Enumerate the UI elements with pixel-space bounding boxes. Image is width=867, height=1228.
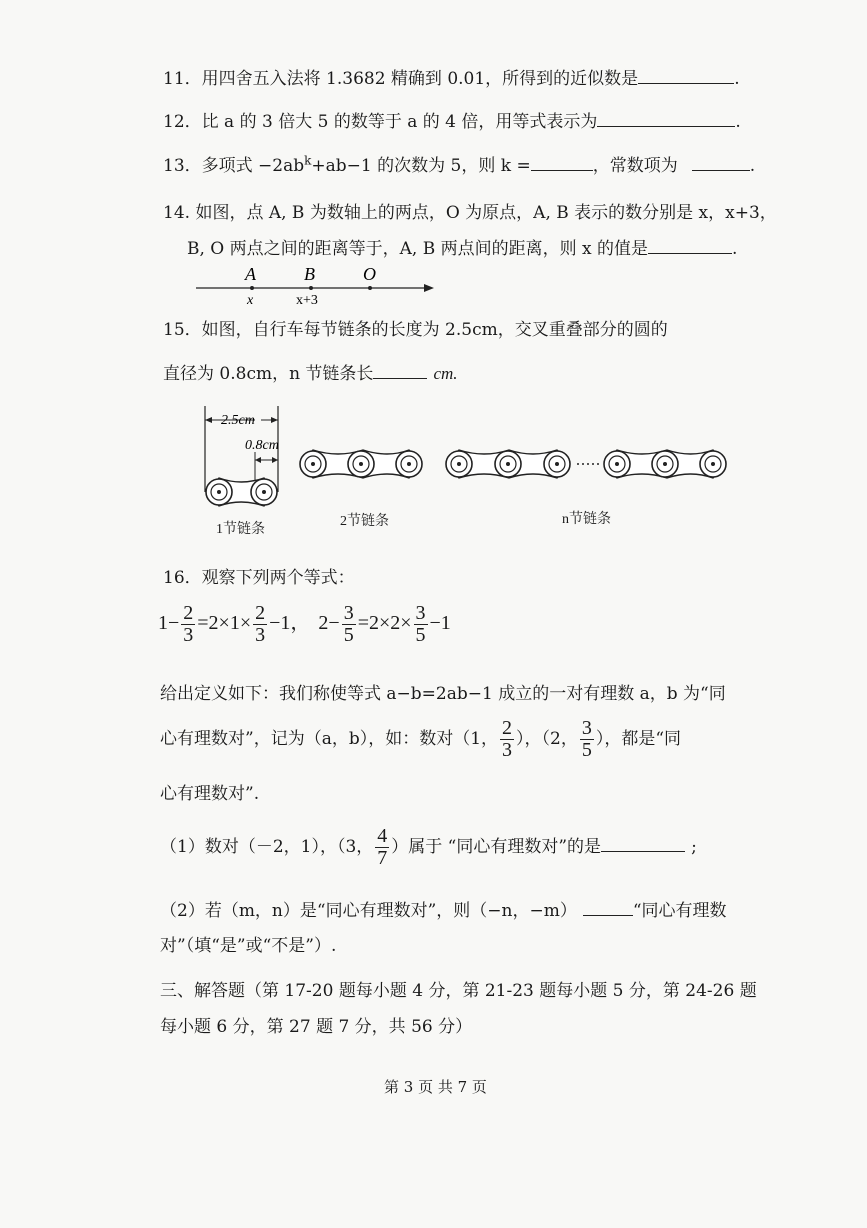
section-3-heading-line2: 每小题 6 分，第 27 题 7 分，共 56 分） [160, 1017, 473, 1037]
fraction-4-7: $\frac{4}{7}$ [377, 825, 388, 869]
q14-line1: 14. 如图，点 A, B 为数轴上的两点，O 为原点，A, B 表示的数分别是 x，x+3， [163, 203, 777, 223]
point-b-label: B [304, 264, 315, 284]
q12-answer-blank[interactable] [597, 109, 735, 127]
q13-degree-blank[interactable] [531, 153, 593, 171]
q14-answer-blank[interactable] [648, 236, 732, 254]
q15-line2a: 直径为 0.8cm，n 节链条长 [163, 364, 374, 384]
q16-definition-line1: 给出定义如下：我们称使等式 a−b=2ab−1 成立的一对有理数 a，b 为“同 [160, 684, 726, 704]
question-15 [163, 359, 458, 384]
q11-text: 11．用四舍五入法将 1.3682 精确到 0.01，所得到的近似数是 [163, 69, 639, 89]
q14-line2: B, O 两点之间的距离等于，A, B 两点间的距离，则 x 的值是 [187, 239, 649, 259]
question-14 [187, 234, 737, 259]
q12-text: 12．比 a 的 3 倍大 5 的数等于 a 的 4 倍，用等式表示为 [163, 112, 598, 132]
eq2-part-b: =2×2× [357, 612, 412, 635]
caption-2-links: 2节链条 [340, 514, 389, 529]
fraction-def-3-5: $\frac{3}{5}$ [581, 717, 592, 761]
question-11 [163, 64, 740, 89]
page-footer: 第 3 页 共 7 页 [384, 1078, 487, 1096]
eq1-part-b: =2×1× [197, 612, 252, 635]
question-13 [163, 151, 755, 176]
point-a-label: A [245, 264, 256, 284]
q16-part-2 [160, 896, 727, 921]
fraction-2-3: $\frac{2}{3}$ [183, 602, 194, 646]
q13-exponent: k [304, 153, 312, 168]
q13-end: . [749, 156, 756, 176]
q15-line1: 15．如图，自行车每节链条的长度为 2.5cm，交叉重叠部分的圆的 [163, 320, 668, 340]
number-line-figure [190, 258, 440, 310]
q16-part-2-cont: 对”（填“是”或“不是”）. [160, 936, 337, 956]
def2-part-c: ），都是“同 [595, 729, 682, 749]
bike-chain-figure [195, 400, 735, 540]
def2-part-a: 心有理数对”，记为（a，b），如：数对（1， [160, 729, 499, 749]
q15-unit: cm. [433, 364, 458, 383]
p1-end: ; [691, 837, 697, 857]
q16-intro: 16．观察下列两个等式： [163, 568, 355, 588]
q13-prefix: 13．多项式 −2ab [163, 156, 305, 176]
q13-constant-blank[interactable] [692, 153, 750, 171]
q16-equations [158, 603, 451, 646]
q13-mid2: ，常数项为 [592, 156, 678, 176]
fraction-2-3b: $\frac{2}{3}$ [255, 602, 266, 646]
point-o-dot [368, 286, 372, 290]
q11-answer-blank[interactable] [638, 66, 734, 84]
point-a-value: x [247, 293, 254, 308]
point-o-label: O [363, 264, 376, 284]
fraction-3-5: $\frac{3}{5}$ [343, 602, 354, 646]
q16-part-1 [160, 826, 697, 869]
p1-part-a: （1）数对（－2，1），（3， [160, 837, 374, 857]
q16-definition-line2 [160, 718, 681, 761]
fraction-def-2-3: $\frac{2}{3}$ [502, 717, 513, 761]
caption-1-link: 1节链条 [216, 522, 265, 537]
chain-n-links [446, 450, 726, 478]
q11-end: . [734, 69, 740, 89]
q12-end: . [735, 112, 741, 132]
p2-part-b: “同心有理数 [632, 901, 727, 921]
dim-label-2-5cm: 2.5cm [221, 413, 255, 428]
q14-end: . [732, 239, 738, 259]
p1-part-b: ）属于 “同心有理数对”的是 [391, 837, 602, 857]
chain-2-links [300, 450, 422, 478]
caption-n-links: n节链条 [562, 512, 611, 527]
q16-part1-blank[interactable] [601, 834, 685, 852]
q13-mid: +ab−1 的次数为 5，则 k = [311, 156, 531, 176]
eq1-part-a: 1− [158, 612, 180, 635]
section-3-heading-line1: 三、解答题（第 17-20 题每小题 4 分，第 21-23 题每小题 5 分，第 24-26 题 [160, 981, 757, 1001]
dim-label-0-8cm: 0.8cm [245, 438, 279, 453]
q15-answer-blank[interactable] [373, 361, 427, 379]
q16-definition-line3: 心有理数对”. [160, 784, 260, 804]
eq2-part-c: −1 [429, 612, 451, 635]
eq2-part-a: 2− [318, 612, 340, 635]
point-b-dot [309, 286, 313, 290]
def2-part-b: ），（2， [516, 729, 578, 749]
q16-part2-blank[interactable] [583, 898, 633, 916]
question-12 [163, 107, 741, 132]
point-b-value: x+3 [296, 293, 318, 308]
p2-part-a: （2）若（m，n）是“同心有理数对”，则（−n，−m） [160, 901, 577, 921]
point-a-dot [250, 286, 254, 290]
eq1-part-c: −1， [269, 612, 311, 635]
fraction-3-5b: $\frac{3}{5}$ [415, 602, 426, 646]
number-line-arrow-icon [424, 284, 434, 292]
